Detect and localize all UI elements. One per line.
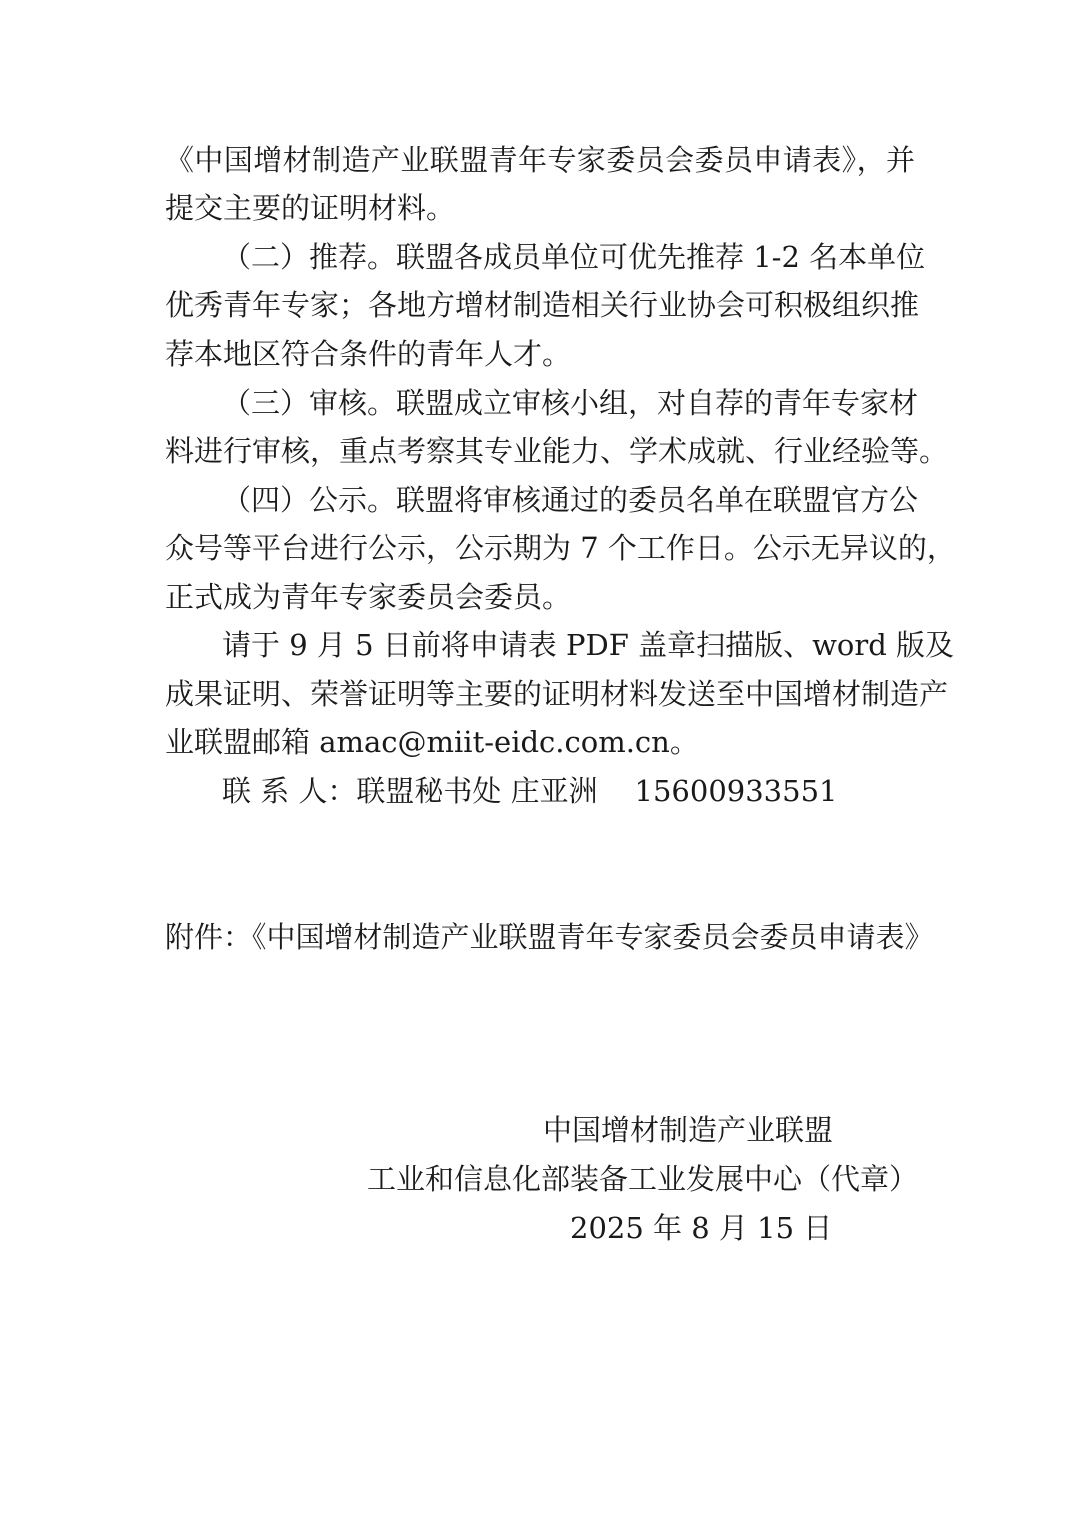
- attachment-line: 附件：《中国增材制造产业联盟青年专家委员会委员申请表》: [165, 920, 934, 954]
- paragraph-1-line-1: 《中国增材制造产业联盟青年专家委员会委员申请表》，并: [165, 143, 915, 177]
- paragraph-4-line-1: （四）公示。联盟将审核通过的委员名单在联盟官方公: [222, 483, 919, 517]
- paragraph-2-line-2: 优秀青年专家；各地方增材制造相关行业协会可积极组织推: [165, 288, 920, 322]
- paragraph-3-line-1: （三）审核。联盟成立审核小组，对自荐的青年专家材: [222, 386, 919, 420]
- paragraph-1-line-2: 提交主要的证明材料。: [165, 191, 456, 225]
- paragraph-2-line-1: （二）推荐。联盟各成员单位可优先推荐 1-2 名本单位: [222, 240, 926, 274]
- paragraph-3-line-2: 料进行审核，重点考察其专业能力、学术成就、行业经验等。: [165, 434, 949, 468]
- paragraph-2-line-3: 荐本地区符合条件的青年人才。: [165, 337, 572, 371]
- paragraph-5-line-3: 业联盟邮箱 amac@miit-eidc.com.cn。: [165, 725, 699, 759]
- paragraph-5-line-2: 成果证明、荣誉证明等主要的证明材料发送至中国增材制造产: [165, 677, 949, 711]
- signature-org-1: 中国增材制造产业联盟: [543, 1113, 834, 1147]
- signature-date: 2025 年 8 月 15 日: [570, 1211, 833, 1245]
- signature-org-2: 工业和信息化部装备工业发展中心（代章）: [367, 1162, 919, 1196]
- paragraph-4-line-3: 正式成为青年专家委员会委员。: [165, 580, 572, 614]
- paragraph-5-line-1: 请于 9 月 5 日前将申请表 PDF 盖章扫描版、word 版及: [222, 628, 955, 662]
- paragraph-4-line-2: 众号等平台进行公示，公示期为 7 个工作日。公示无异议的，: [165, 531, 956, 565]
- contact-line: 联 系 人：联盟秘书处 庄亚洲 15600933551: [222, 774, 838, 808]
